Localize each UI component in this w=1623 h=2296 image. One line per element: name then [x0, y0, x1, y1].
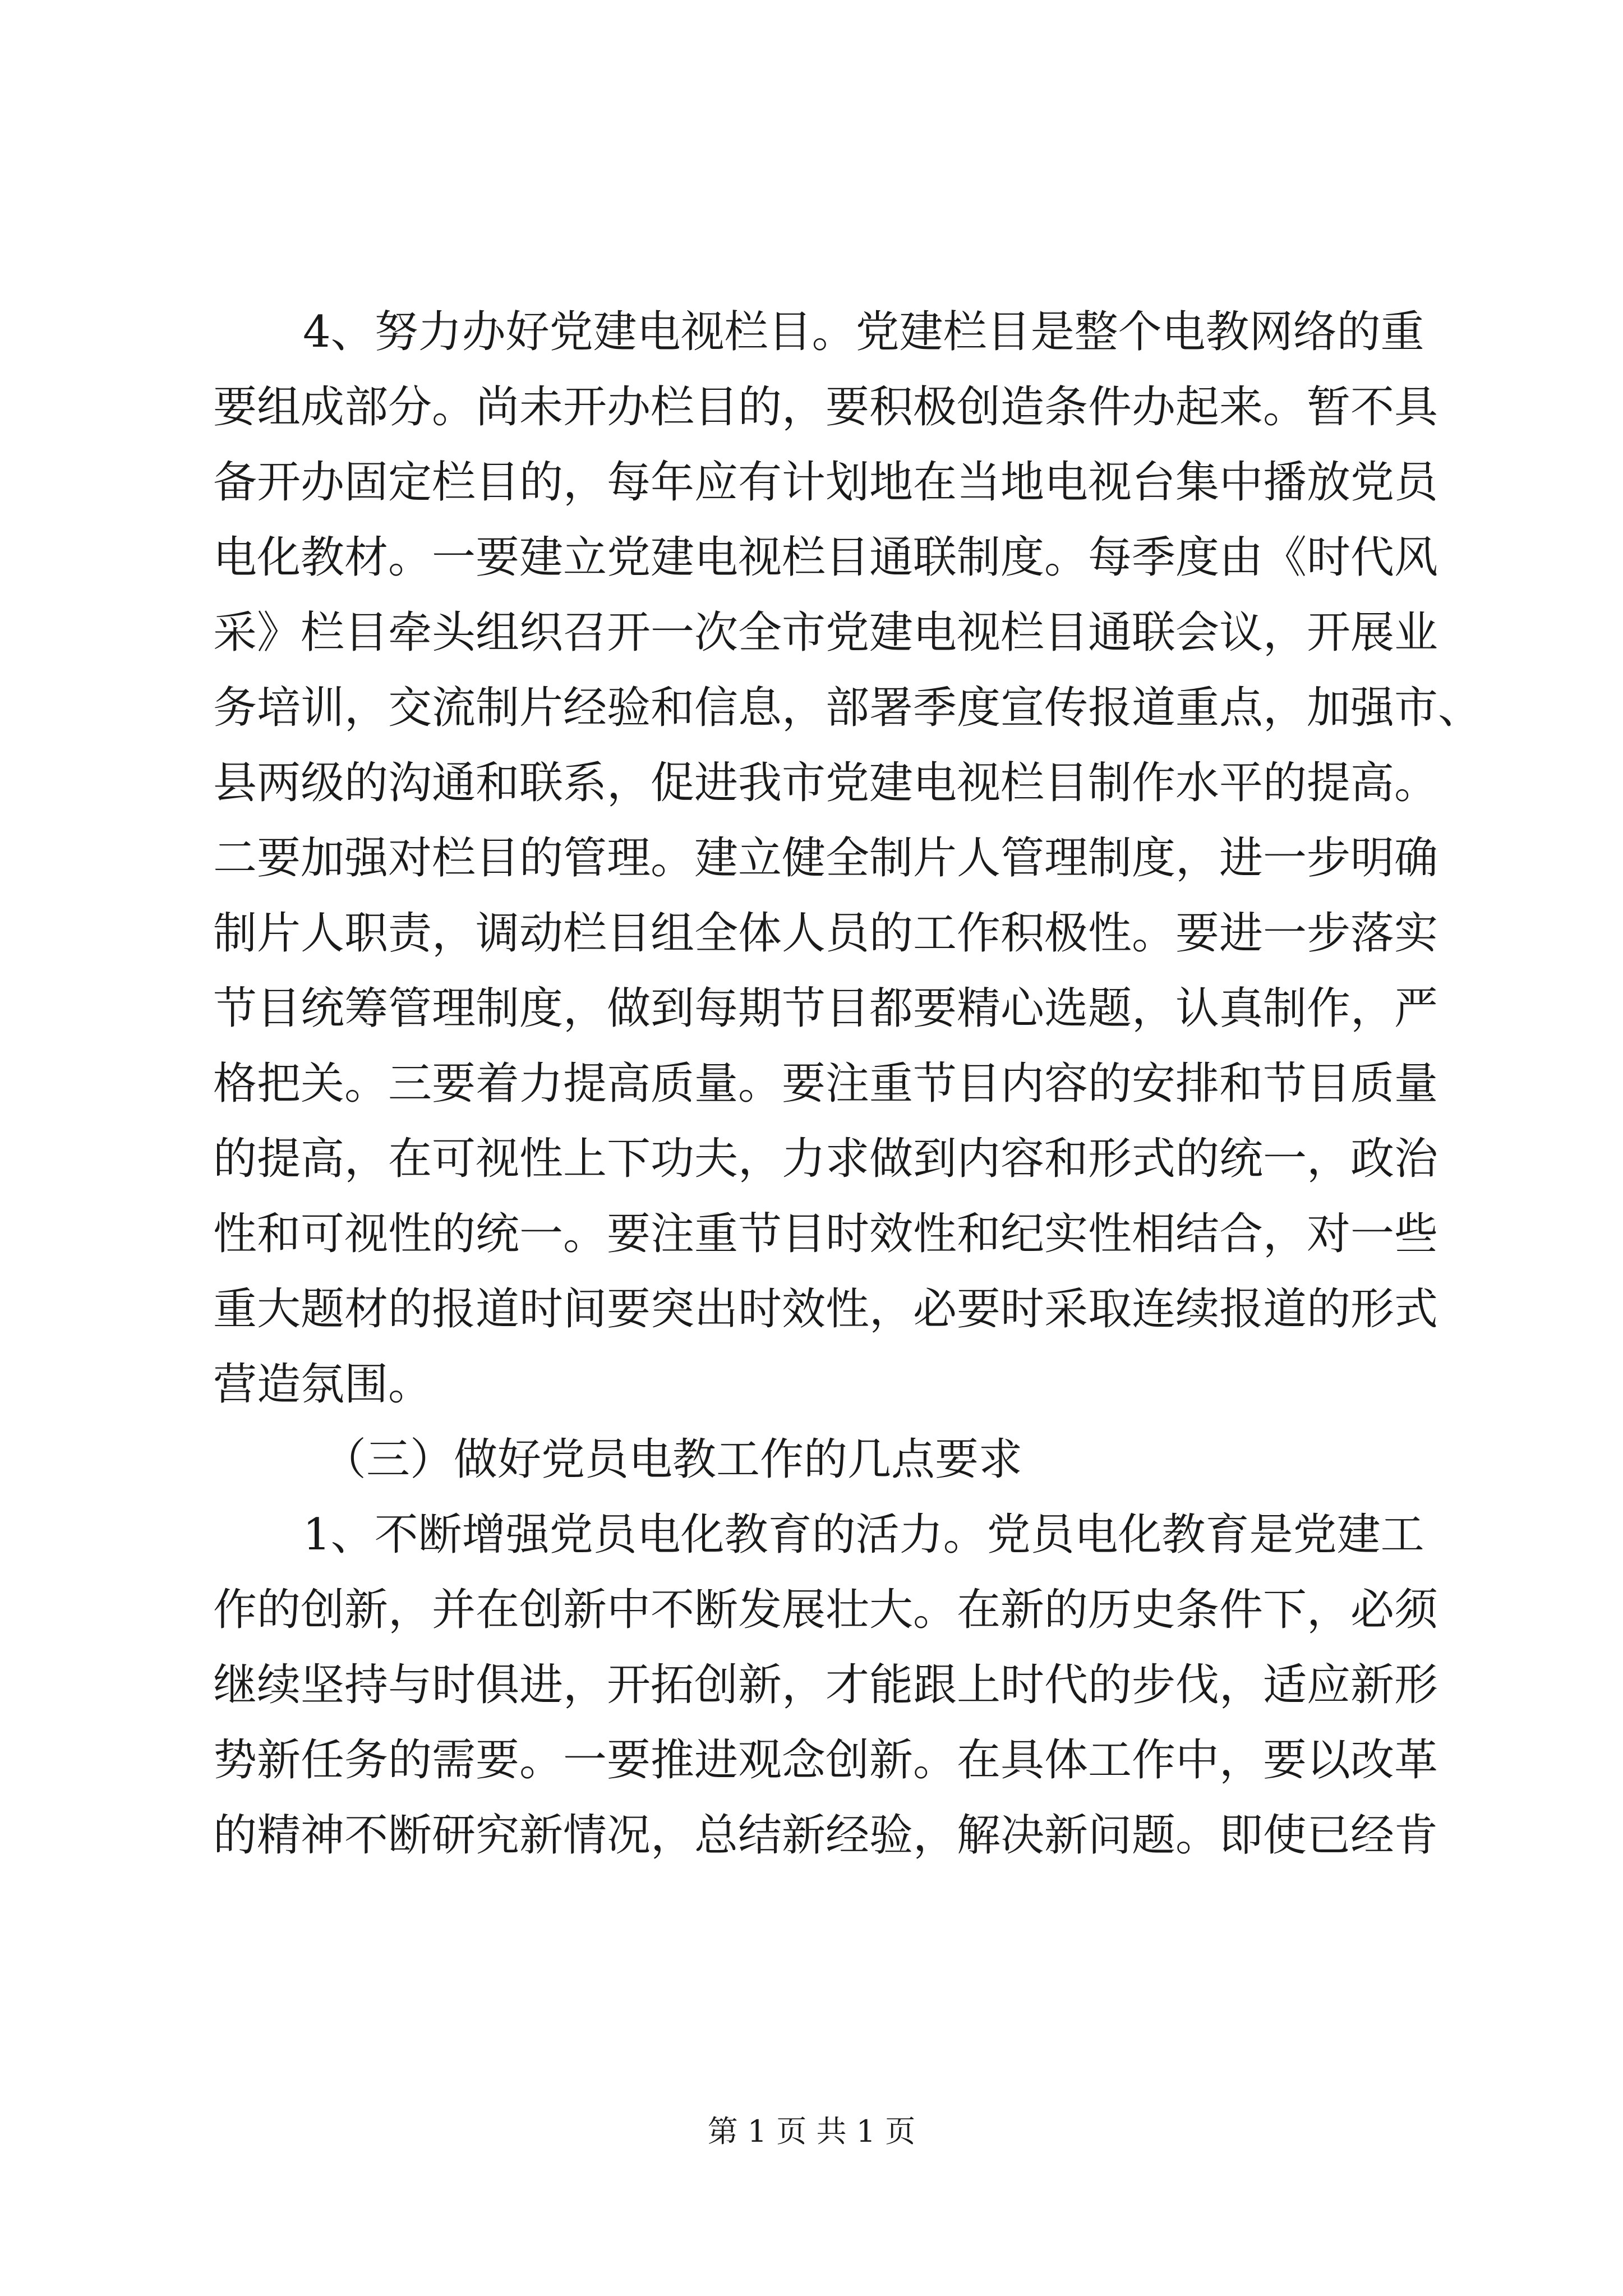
paragraph-line: 性和可视性的统一。要注重节目时效性和纪实性相结合，对一些	[213, 1209, 1438, 1259]
paragraph-line: 制片人职责，调动栏目组全体人员的工作积极性。要进一步落实	[213, 908, 1438, 959]
paragraph-line: 的精神不断研究新情况，总结新经验，解决新问题。即使已经肯	[213, 1810, 1438, 1861]
paragraph-line: 节目统筹管理制度，做到每期节目都要精心选题，认真制作，严	[213, 983, 1438, 1034]
paragraph-line: 采》栏目牵头组织召开一次全市党建电视栏目通联会议，开展业	[213, 608, 1438, 658]
paragraph-line: 势新任务的需要。一要推进观念创新。在具体工作中，要以改革	[213, 1735, 1438, 1786]
paragraph-line: 营造氛围。	[213, 1359, 432, 1410]
paragraph-line: 要组成部分。尚未开办栏目的，要积极创造条件办起来。暂不具	[213, 382, 1438, 432]
paragraph-line: 电化教材。一要建立党建电视栏目通联制度。每季度由《时代风	[213, 532, 1438, 583]
paragraph-line: 重大题材的报道时间要突出时效性，必要时采取连续报道的形式	[213, 1284, 1438, 1335]
section-heading: （三）做好党员电教工作的几点要求	[322, 1434, 1023, 1485]
paragraph-line: 备开办固定栏目的，每年应有计划地在当地电视台集中播放党员	[213, 457, 1438, 508]
paragraph-line: 继续坚持与时俱进，开拓创新，才能跟上时代的步伐，适应新形	[213, 1660, 1438, 1710]
paragraph-line: 务培训，交流制片经验和信息，部署季度宣传报道重点，加强市、	[213, 683, 1482, 733]
paragraph-line: 格把关。三要着力提高质量。要注重节目内容的安排和节目质量	[213, 1059, 1438, 1109]
paragraph-line: 二要加强对栏目的管理。建立健全制片人管理制度，进一步明确	[213, 833, 1438, 884]
paragraph-line: 县两级的沟通和联系，促进我市党建电视栏目制作水平的提高。	[213, 758, 1438, 808]
paragraph-line: 4、努力办好党建电视栏目。党建栏目是整个电教网络的重	[303, 307, 1424, 357]
page-number-footer: 第 1 页 共 1 页	[707, 2114, 916, 2149]
paragraph-line: 1、不断增强党员电化教育的活力。党员电化教育是党建工	[303, 1510, 1424, 1560]
paragraph-line: 的提高，在可视性上下功夫，力求做到内容和形式的统一，政治	[213, 1134, 1438, 1184]
paragraph-line: 作的创新，并在创新中不断发展壮大。在新的历史条件下，必须	[213, 1585, 1438, 1635]
